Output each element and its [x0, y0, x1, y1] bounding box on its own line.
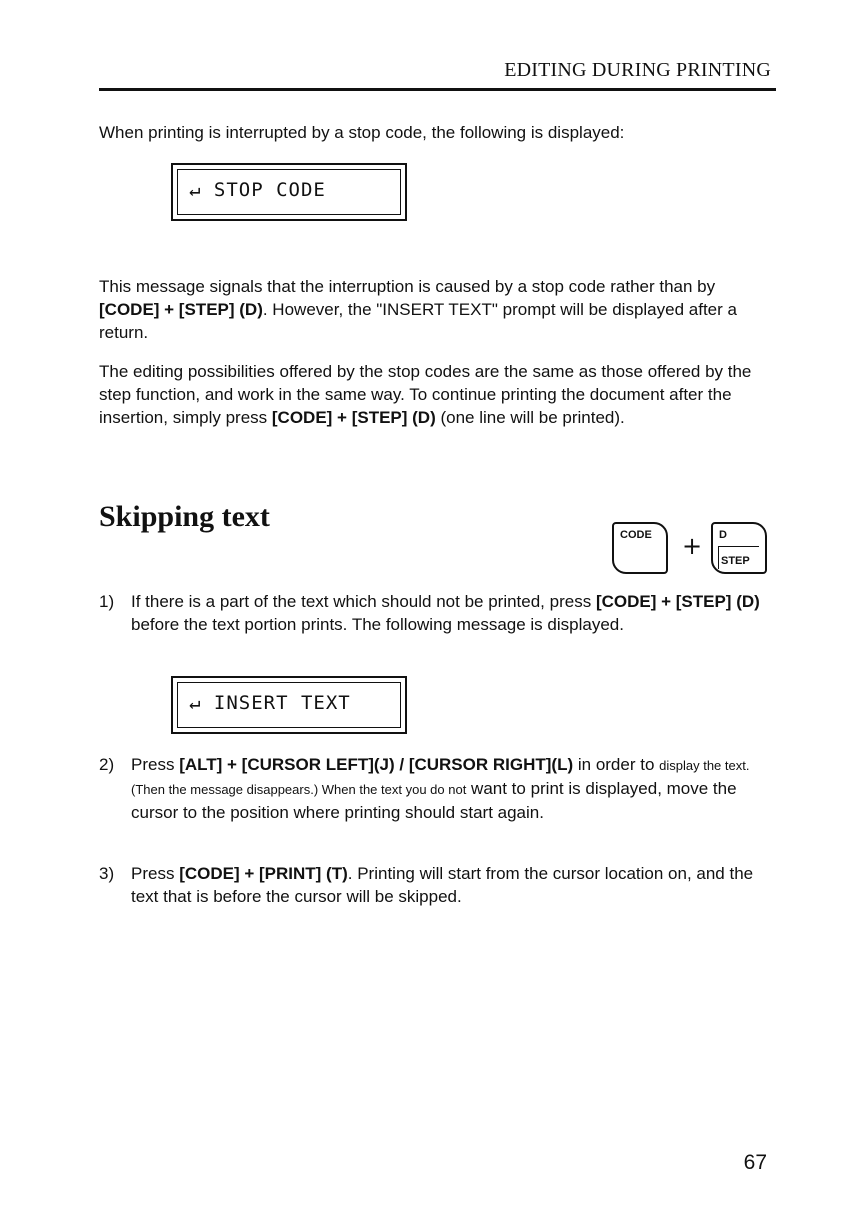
paragraph-editing-possibilities: The editing possibilities offered by the stop codes are the same as those offered by the step function, and work in the same way. To continue printing the document after the insertion, simply press [CODE] + [STEP] (D) (one line will be printed).: [99, 362, 752, 427]
key-combo: [CODE] + [PRINT] (T): [179, 864, 348, 883]
return-arrow-icon: ↵: [189, 692, 202, 714]
key-combo: [CODE] + [STEP] (D): [595, 592, 760, 611]
paragraph-stop-code-message: This message signals that the interruption is caused by a stop code rather than by [CODE] + [STEP] (D). However, the "INSERT TEXT" prompt will be displayed after a return.: [99, 277, 737, 342]
key-combo: [CODE] + [STEP] (D): [271, 408, 436, 427]
key-combination-illustration: [612, 520, 772, 578]
page-number: 67: [743, 1151, 767, 1174]
list-item-3: 3) Press [CODE] + [PRINT] (T). Printing will start from the cursor location on, and the text that is before the cursor will be skipped.: [99, 864, 754, 906]
return-arrow-icon: ↵: [189, 179, 202, 201]
intro-paragraph: When printing is interrupted by a stop code, the following is displayed:: [99, 123, 625, 142]
list-item-1: 1) If there is a part of the text which should not be printed, press [CODE] + [STEP] (D) before the text portion prints. The following message is displayed.: [99, 592, 760, 634]
plus-sign: +: [682, 532, 703, 560]
key-combo: [CODE] + [STEP] (D): [99, 300, 263, 319]
section-title: Skipping text: [99, 500, 270, 533]
running-header: EDITING DURING PRINTING: [504, 59, 771, 81]
code-key-icon: CODE: [612, 522, 668, 574]
display-stop-code: [171, 163, 407, 221]
list-item-2: 2) Press [ALT] + [CURSOR LEFT](J) / [CURSOR RIGHT](L) in order to display the text. (Then the message disappears.) When the text you do not want to print is displayed, move the cursor to the position where printing should start again.: [99, 755, 750, 822]
display-insert-text: [171, 676, 407, 734]
step-key-icon: D STEP: [711, 522, 767, 574]
key-combo: [ALT] + [CURSOR LEFT](J) / [CURSOR RIGHT](L): [179, 755, 574, 774]
display-text: ↵ INSERT TEXT: [189, 692, 351, 714]
display-text: ↵ STOP CODE: [189, 179, 326, 201]
header-rule: [99, 88, 776, 91]
